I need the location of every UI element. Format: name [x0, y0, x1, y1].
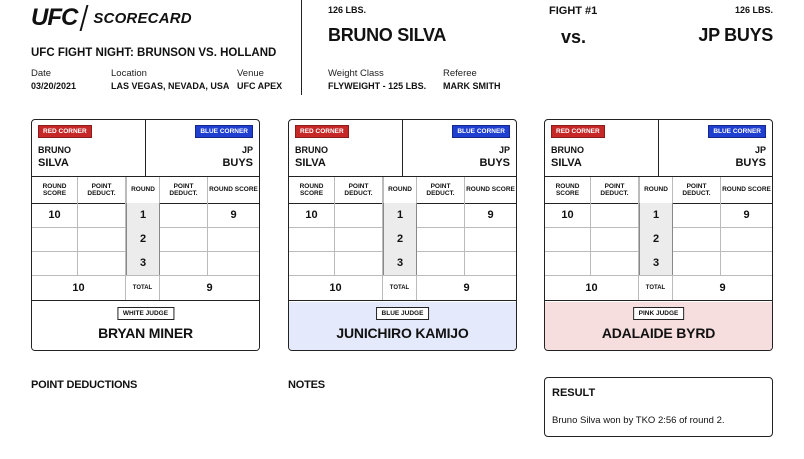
round-row	[545, 251, 772, 275]
blue-round-score	[208, 251, 259, 275]
fighter-names	[545, 120, 772, 177]
red-point-deduct	[78, 203, 126, 227]
blue-fighter-weight: 126 LBS.	[734, 5, 773, 15]
red-point-deduct-header: POINT DEDUCT.	[335, 177, 383, 203]
blue-point-deduct-header: POINT DEDUCT.	[417, 177, 465, 203]
red-round-score-header: ROUND SCORE	[545, 177, 591, 203]
scorecard-title: SCORECARD	[93, 9, 192, 27]
blue-point-deduct	[417, 227, 465, 251]
date-label: Date	[31, 68, 52, 79]
red-point-deduct	[78, 227, 126, 251]
referee-label: Referee	[443, 68, 477, 79]
judge-section	[545, 302, 772, 351]
scorecard-1	[31, 119, 260, 351]
venue-label: Venue	[237, 68, 264, 79]
corner-divider	[145, 120, 146, 177]
score-header	[545, 177, 772, 203]
red-round-score	[289, 227, 335, 251]
round-number: 1	[126, 203, 160, 227]
total-label: TOTAL	[383, 275, 417, 300]
blue-last-name: BUYS	[479, 157, 510, 169]
date-value: 03/20/2021	[31, 81, 77, 91]
round-row	[289, 251, 516, 275]
red-total: 10	[545, 275, 639, 300]
blue-point-deduct	[673, 203, 721, 227]
red-point-deduct	[591, 227, 639, 251]
red-round-score: 10	[545, 203, 591, 227]
red-fighter-name: BRUNO SILVA	[328, 25, 447, 45]
totals-row	[32, 275, 259, 301]
corner-divider	[658, 120, 659, 177]
round-header: ROUND	[383, 177, 417, 203]
result-box	[544, 377, 773, 437]
round-row	[32, 227, 259, 251]
round-header: ROUND	[639, 177, 673, 203]
blue-corner-badge: BLUE CORNER	[195, 125, 253, 138]
red-round-score-header: ROUND SCORE	[32, 177, 78, 203]
judge-section	[32, 302, 259, 351]
blue-first-name: JP	[754, 145, 766, 155]
blue-corner-badge: BLUE CORNER	[452, 125, 510, 138]
red-round-score	[545, 227, 591, 251]
red-last-name: SILVA	[551, 157, 582, 169]
blue-round-score: 9	[487, 209, 494, 221]
venue-value: UFC APEX	[237, 81, 283, 91]
round-number: 2	[126, 227, 160, 251]
blue-round-score: 9	[743, 209, 750, 221]
scorecard-3	[544, 119, 773, 351]
fighter-names	[32, 120, 259, 177]
totals-row	[545, 275, 772, 301]
round-number: 1	[639, 203, 673, 227]
red-point-deduct	[335, 251, 383, 275]
judge-name: ADALAIDE BYRD	[601, 325, 716, 341]
round-row	[289, 227, 516, 251]
red-total: 10	[32, 275, 126, 300]
result-title: RESULT	[552, 387, 596, 399]
result-text: Bruno Silva won by TKO 2:56 of round 2.	[552, 415, 725, 426]
red-first-name: BRUNO	[38, 145, 71, 155]
round-row	[32, 251, 259, 275]
blue-last-name: BUYS	[735, 157, 766, 169]
red-point-deduct	[591, 203, 639, 227]
judge-label: BLUE JUDGE	[376, 307, 430, 320]
corner-divider	[402, 120, 403, 177]
total-label: TOTAL	[639, 275, 673, 300]
round-number: 3	[639, 251, 673, 275]
blue-point-deduct	[160, 203, 208, 227]
event-title: UFC FIGHT NIGHT: BRUNSON VS. HOLLAND	[31, 47, 277, 59]
referee-value: MARK SMITH	[443, 81, 501, 91]
scorecard-2	[288, 119, 517, 351]
red-round-score: 10	[32, 203, 78, 227]
round-number: 1	[383, 203, 417, 227]
judge-name: JUNICHIRO KAMIJO	[336, 325, 469, 341]
blue-point-deduct	[417, 251, 465, 275]
judge-label: WHITE JUDGE	[117, 307, 174, 320]
red-point-deduct	[591, 251, 639, 275]
blue-fighter-name: JP BUYS	[698, 25, 773, 45]
blue-point-deduct-header: POINT DEDUCT.	[673, 177, 721, 203]
blue-round-score-header: ROUND SCORE	[209, 186, 258, 194]
blue-round-score	[208, 227, 259, 251]
score-header	[289, 177, 516, 203]
red-corner-badge: RED CORNER	[551, 125, 605, 138]
ufc-logo-text: UFC	[31, 4, 78, 31]
red-point-deduct-header: POINT DEDUCT.	[591, 177, 639, 203]
blue-first-name: JP	[241, 145, 253, 155]
fighter-names	[289, 120, 516, 177]
blue-total: 9	[463, 281, 470, 294]
round-row	[289, 203, 516, 227]
blue-round-score	[465, 251, 516, 275]
judge-name: BRYAN MINER	[98, 325, 193, 341]
blue-point-deduct	[673, 227, 721, 251]
round-number: 2	[383, 227, 417, 251]
blue-round-score-header: ROUND SCORE	[722, 186, 771, 194]
blue-total: 9	[719, 281, 726, 294]
blue-last-name: BUYS	[222, 157, 253, 169]
red-corner-badge: RED CORNER	[38, 125, 92, 138]
total-label: TOTAL	[126, 275, 160, 300]
logo-divider	[80, 5, 89, 31]
red-last-name: SILVA	[38, 157, 69, 169]
round-number: 2	[639, 227, 673, 251]
location-label: Location	[111, 68, 147, 79]
round-row	[32, 203, 259, 227]
blue-round-score-header: ROUND SCORE	[466, 186, 515, 194]
red-fighter-weight: 126 LBS.	[328, 5, 367, 15]
red-round-score	[545, 251, 591, 275]
red-round-score: 10	[289, 203, 335, 227]
point-deductions-heading: POINT DEDUCTIONS	[31, 379, 138, 391]
round-row	[545, 203, 772, 227]
blue-corner-badge: BLUE CORNER	[708, 125, 766, 138]
blue-point-deduct	[417, 203, 465, 227]
blue-round-score: 9	[230, 209, 237, 221]
blue-point-deduct	[160, 227, 208, 251]
red-total: 10	[289, 275, 383, 300]
notes-heading: NOTES	[288, 379, 325, 391]
ufc-logo	[31, 4, 192, 32]
red-point-deduct-header: POINT DEDUCT.	[78, 177, 126, 203]
location-value: LAS VEGAS, NEVADA, USA	[111, 81, 230, 91]
red-corner-badge: RED CORNER	[295, 125, 349, 138]
blue-point-deduct	[673, 251, 721, 275]
blue-round-score	[721, 251, 772, 275]
red-point-deduct	[335, 227, 383, 251]
red-first-name: BRUNO	[551, 145, 584, 155]
blue-point-deduct-header: POINT DEDUCT.	[160, 177, 208, 203]
round-number: 3	[383, 251, 417, 275]
round-row	[545, 227, 772, 251]
score-header	[32, 177, 259, 203]
red-round-score-header: ROUND SCORE	[289, 177, 335, 203]
blue-first-name: JP	[498, 145, 510, 155]
judge-label: PINK JUDGE	[633, 307, 685, 320]
round-header: ROUND	[126, 177, 160, 203]
round-number: 3	[126, 251, 160, 275]
header-divider	[301, 0, 302, 95]
weight-class-value: FLYWEIGHT - 125 LBS.	[328, 81, 427, 91]
judge-section	[289, 302, 516, 351]
red-round-score	[32, 251, 78, 275]
blue-round-score	[721, 227, 772, 251]
red-round-score	[289, 251, 335, 275]
red-point-deduct	[78, 251, 126, 275]
red-last-name: SILVA	[295, 157, 326, 169]
fight-number: FIGHT #1	[549, 5, 598, 17]
totals-row	[289, 275, 516, 301]
blue-round-score	[465, 227, 516, 251]
red-round-score	[32, 227, 78, 251]
blue-total: 9	[206, 281, 213, 294]
red-point-deduct	[335, 203, 383, 227]
versus-text: vs.	[561, 27, 587, 47]
blue-point-deduct	[160, 251, 208, 275]
weight-class-label: Weight Class	[328, 68, 384, 79]
red-first-name: BRUNO	[295, 145, 328, 155]
